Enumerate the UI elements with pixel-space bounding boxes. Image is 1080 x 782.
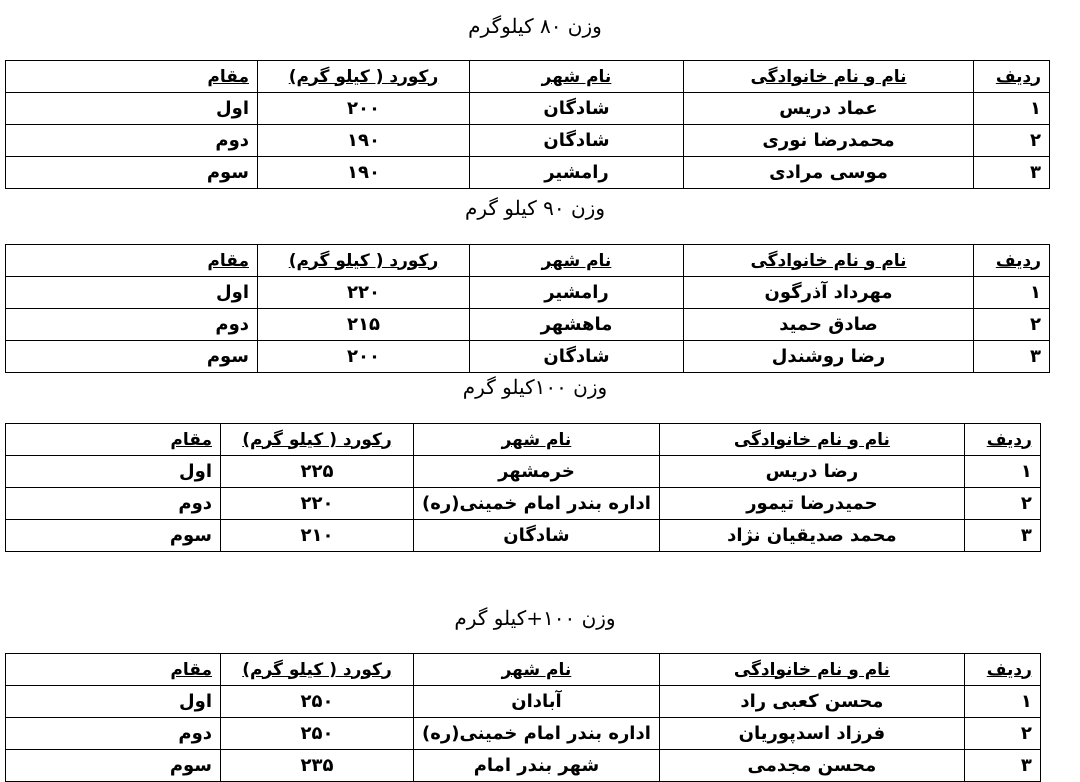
cell-city: خرمشهر — [414, 456, 660, 488]
cell-position: اول — [6, 277, 258, 309]
cell-city: رامشیر — [470, 157, 684, 189]
cell-rank: ۳ — [974, 341, 1050, 373]
table-row — [6, 488, 1041, 520]
header-name: نام و نام خانوادگی — [659, 424, 964, 456]
cell-city: رامشیر — [470, 277, 684, 309]
cell-rank: ۲ — [964, 488, 1040, 520]
header-record: رکورد ( کیلو گرم) — [221, 424, 414, 456]
table-header-row — [6, 245, 1050, 277]
weight-class-title: وزن ۱۰۰+کیلو گرم — [454, 606, 616, 630]
cell-record: ۱۹۰ — [258, 125, 470, 157]
cell-position: اول — [6, 456, 221, 488]
cell-position: دوم — [6, 309, 258, 341]
cell-rank: ۱ — [974, 93, 1050, 125]
cell-record: ۲۲۰ — [221, 488, 414, 520]
cell-city: شهر بندر امام — [414, 750, 660, 782]
table-row — [6, 341, 1050, 373]
cell-name: محسن کعبی راد — [659, 686, 964, 718]
results-table — [5, 244, 1050, 373]
table-header-row — [6, 424, 1041, 456]
header-city: نام شهر — [470, 61, 684, 93]
cell-rank: ۱ — [974, 277, 1050, 309]
cell-record: ۲۲۵ — [221, 456, 414, 488]
cell-position: اول — [6, 93, 258, 125]
cell-city: ماهشهر — [470, 309, 684, 341]
cell-name: محمدرضا نوری — [684, 125, 974, 157]
cell-city: شادگان — [470, 341, 684, 373]
cell-name: محمد صدیقیان نژاد — [659, 520, 964, 552]
table-row — [6, 718, 1041, 750]
cell-position: دوم — [6, 488, 221, 520]
header-city: نام شهر — [470, 245, 684, 277]
cell-name: رضا دریس — [659, 456, 964, 488]
cell-rank: ۲ — [974, 309, 1050, 341]
weight-class-title: وزن ۸۰ کیلوگرم — [468, 14, 602, 38]
cell-position: اول — [6, 686, 221, 718]
header-record: رکورد ( کیلو گرم) — [258, 245, 470, 277]
cell-position: سوم — [6, 520, 221, 552]
cell-record: ۲۱۰ — [221, 520, 414, 552]
cell-name: صادق حمید — [684, 309, 974, 341]
cell-city: اداره بندر امام خمینی(ره) — [414, 488, 660, 520]
table-row — [6, 456, 1041, 488]
cell-position: سوم — [6, 750, 221, 782]
header-position: مقام — [6, 424, 221, 456]
header-name: نام و نام خانوادگی — [659, 654, 964, 686]
cell-rank: ۳ — [964, 520, 1040, 552]
cell-record: ۲۳۵ — [221, 750, 414, 782]
cell-name: رضا روشندل — [684, 341, 974, 373]
cell-rank: ۳ — [964, 750, 1040, 782]
results-table — [5, 653, 1041, 782]
cell-record: ۲۵۰ — [221, 686, 414, 718]
table-header-row — [6, 61, 1050, 93]
cell-position: سوم — [6, 157, 258, 189]
header-rank: ردیف — [964, 424, 1040, 456]
cell-record: ۲۲۰ — [258, 277, 470, 309]
results-table — [5, 423, 1041, 552]
table-row — [6, 93, 1050, 125]
cell-record: ۲۵۰ — [221, 718, 414, 750]
cell-name: محسن مجدمی — [659, 750, 964, 782]
header-position: مقام — [6, 245, 258, 277]
header-name: نام و نام خانوادگی — [684, 245, 974, 277]
cell-city: اداره بندر امام خمینی(ره) — [414, 718, 660, 750]
cell-city: شادگان — [470, 93, 684, 125]
table-header-row — [6, 654, 1041, 686]
header-record: رکورد ( کیلو گرم) — [221, 654, 414, 686]
cell-name: موسی مرادی — [684, 157, 974, 189]
header-name: نام و نام خانوادگی — [684, 61, 974, 93]
table-row — [6, 309, 1050, 341]
cell-record: ۲۰۰ — [258, 93, 470, 125]
cell-rank: ۲ — [974, 125, 1050, 157]
cell-city: شادگان — [414, 520, 660, 552]
table-row — [6, 520, 1041, 552]
cell-rank: ۱ — [964, 686, 1040, 718]
header-city: نام شهر — [414, 424, 660, 456]
results-table — [5, 60, 1050, 189]
table-row — [6, 125, 1050, 157]
header-position: مقام — [6, 654, 221, 686]
header-position: مقام — [6, 61, 258, 93]
table-row — [6, 686, 1041, 718]
cell-name: مهرداد آذرگون — [684, 277, 974, 309]
header-rank: ردیف — [974, 245, 1050, 277]
cell-name: عماد دریس — [684, 93, 974, 125]
header-rank: ردیف — [964, 654, 1040, 686]
table-row — [6, 157, 1050, 189]
header-rank: ردیف — [974, 61, 1050, 93]
cell-city: آبادان — [414, 686, 660, 718]
cell-rank: ۳ — [974, 157, 1050, 189]
cell-rank: ۲ — [964, 718, 1040, 750]
cell-record: ۲۰۰ — [258, 341, 470, 373]
weight-class-title: وزن ۹۰ کیلو گرم — [464, 196, 606, 220]
cell-name: فرزاد اسدپوریان — [659, 718, 964, 750]
header-city: نام شهر — [414, 654, 660, 686]
cell-position: دوم — [6, 125, 258, 157]
cell-rank: ۱ — [964, 456, 1040, 488]
cell-name: حمیدرضا تیمور — [659, 488, 964, 520]
table-row — [6, 277, 1050, 309]
header-record: رکورد ( کیلو گرم) — [258, 61, 470, 93]
table-row — [6, 750, 1041, 782]
cell-position: سوم — [6, 341, 258, 373]
cell-city: شادگان — [470, 125, 684, 157]
cell-record: ۲۱۵ — [258, 309, 470, 341]
weight-class-title: وزن ۱۰۰کیلو گرم — [462, 375, 608, 399]
cell-position: دوم — [6, 718, 221, 750]
cell-record: ۱۹۰ — [258, 157, 470, 189]
